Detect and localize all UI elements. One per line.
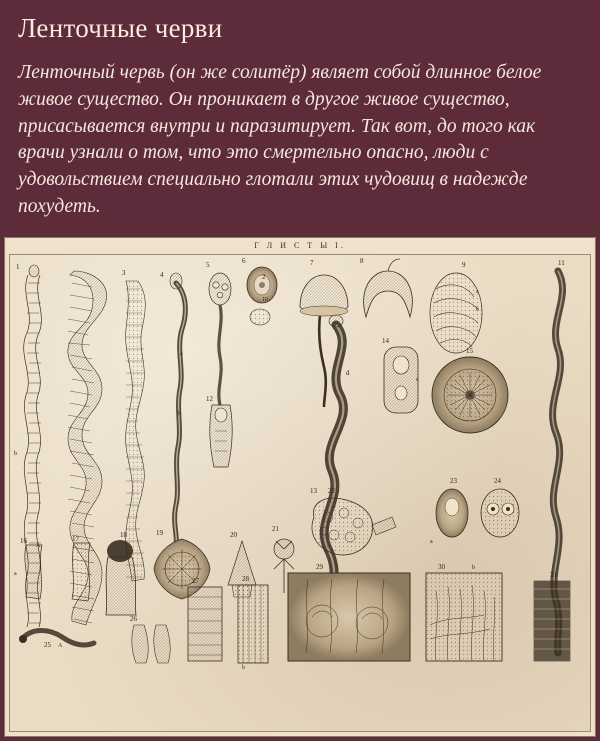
svg-text:d: d	[346, 369, 350, 378]
figure-number-6: 6	[242, 257, 246, 266]
specimen-26	[132, 625, 170, 663]
svg-text:a: a	[430, 539, 433, 546]
specimen-16	[25, 545, 42, 599]
specimen-30	[426, 573, 502, 661]
figure-number-9: 9	[462, 261, 466, 270]
figure-container	[0, 237, 600, 741]
specimen-3	[126, 281, 146, 581]
svg-text:c: c	[416, 377, 419, 384]
page-title: Ленточные черви	[18, 13, 223, 43]
specimen-8	[364, 259, 413, 317]
specimen-5	[209, 273, 231, 405]
figure-number-3: 3	[122, 269, 126, 278]
figure-number-7: 7	[310, 259, 314, 268]
svg-text:b: b	[476, 307, 479, 314]
figure-number-12: 12	[206, 395, 213, 404]
svg-text:A: A	[58, 643, 63, 650]
specimen-9	[430, 273, 482, 356]
specimen-18	[106, 540, 136, 615]
figure-number-17: 17	[72, 535, 79, 544]
figure-number-31: 31	[550, 571, 557, 580]
svg-text:a: a	[14, 571, 17, 578]
figure-number-18: 18	[120, 531, 127, 540]
specimen-24	[481, 489, 519, 537]
svg-text:a: a	[180, 351, 183, 358]
figure-number-29: 29	[316, 563, 323, 572]
svg-text:2: 2	[262, 273, 266, 282]
figure-number-23: 23	[450, 477, 457, 486]
figure-number-13: 13	[310, 487, 317, 496]
specimen-15	[432, 357, 508, 433]
svg-text:b: b	[14, 451, 17, 458]
figure-number-20: 20	[230, 531, 237, 540]
figure-number-21: 21	[272, 525, 279, 534]
plate-artwork	[10, 255, 591, 675]
specimen-4	[170, 273, 185, 547]
plate-illustration	[9, 254, 591, 732]
figure-number-25: 25	[44, 641, 51, 650]
figure-number-24: 24	[494, 477, 501, 486]
specimen-23	[436, 489, 468, 537]
specimen-29	[288, 573, 410, 661]
figure-number-14: 14	[382, 337, 389, 346]
svg-text:10: 10	[262, 297, 268, 304]
svg-text:b: b	[242, 665, 245, 672]
figure-number-27: 27	[192, 577, 199, 586]
specimen-17	[72, 543, 90, 601]
engraving-plate	[4, 237, 596, 737]
figure-number-5: 5	[206, 261, 210, 270]
figure-number-8: 8	[360, 257, 364, 266]
article-header	[0, 0, 600, 237]
specimen-14	[384, 347, 418, 413]
specimen-27	[188, 587, 222, 661]
specimen-22	[312, 498, 396, 555]
specimen-28	[238, 585, 268, 663]
figure-number-4: 4	[160, 271, 164, 280]
figure-number-16: 16	[20, 537, 27, 546]
figure-number-22: 22	[328, 487, 335, 496]
figure-number-30: 30	[438, 563, 445, 572]
svg-text:b: b	[472, 565, 475, 572]
specimen-31	[534, 581, 570, 661]
figure-number-11: 11	[558, 259, 565, 268]
specimen-12	[210, 405, 232, 467]
svg-text:b: b	[178, 411, 181, 418]
svg-text:A: A	[36, 543, 41, 550]
specimen-25	[19, 631, 94, 646]
svg-text:a: a	[476, 289, 479, 296]
figure-number-1: 1	[16, 263, 20, 272]
figure-number-19: 19	[156, 529, 163, 538]
figure-number-28: 28	[242, 575, 249, 584]
plate-caption: Г Л И С Т Ы I.	[254, 241, 346, 251]
figure-number-15: 15	[466, 347, 473, 356]
article-paragraph: Ленточный червь (он же солитёр) являет собой длинное белое живое существо. Он проникает в другое живое существо, присасывается внутри и паразитирует. Так вот, до того как врачи узнали о том, что это смертельно опасно, люди с удовольствием специально глотали этих чудовищ в надежде похудеть.	[18, 61, 542, 218]
figure-number-26: 26	[130, 615, 137, 624]
